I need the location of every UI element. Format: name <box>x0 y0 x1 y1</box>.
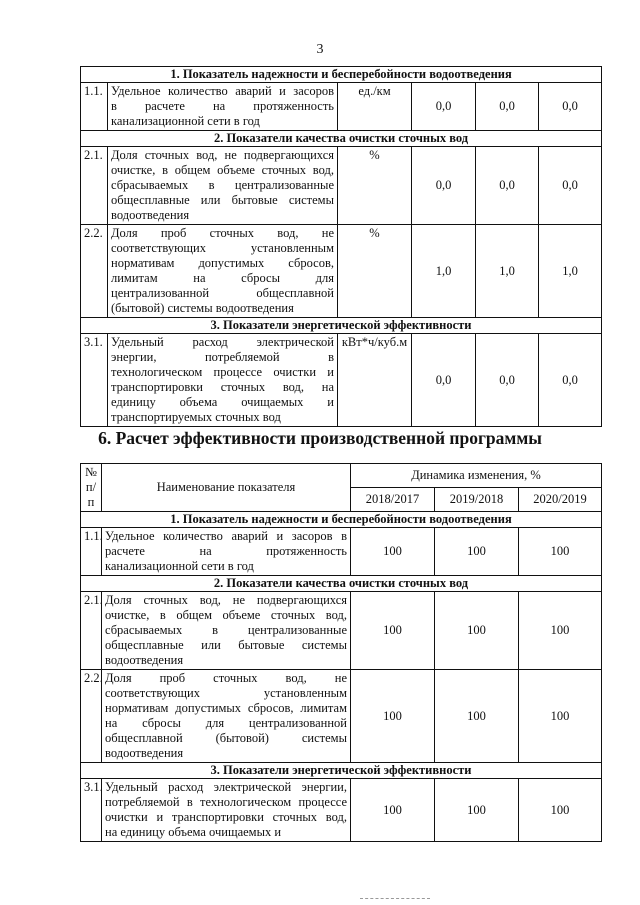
indicator-line: технологическом процессе очистки и <box>111 365 334 379</box>
section-title: 1. Показатель надежности и бесперебойности водоотведения <box>81 512 602 528</box>
indicator-line: водоотведения <box>105 653 184 667</box>
indicator-line: Доля проб сточных вод, не <box>111 226 334 240</box>
section-title: 2. Показатели качества очистки сточных вод <box>81 576 602 592</box>
section-title: 3. Показатели энергетической эффективности <box>81 318 602 334</box>
row-number: 2.2. <box>81 225 108 318</box>
row-number: 2.2. <box>81 670 102 763</box>
indicator-line: Удельное количество аварий и засоров <box>111 84 334 98</box>
indicator-line: на единицу объема очищаемых и <box>105 825 282 839</box>
indicator-line: сбрасываемых в централизованные <box>105 623 347 637</box>
value-cell: 1,0 <box>539 225 602 318</box>
header-year: 2019/2018 <box>435 488 519 512</box>
value-cell: 100 <box>351 779 435 842</box>
indicator-line: сбрасываемых в централизованные <box>111 178 334 192</box>
table-row <box>81 592 602 670</box>
row-number: 3.1. <box>81 779 102 842</box>
table-row <box>81 225 602 318</box>
indicator-line: (бытовой) системы водоотведения <box>111 301 294 315</box>
indicator-line: транспортируемых сточных вод <box>111 410 281 424</box>
section-heading: 6. Расчет эффективности производственной программы <box>98 428 542 448</box>
indicator-name <box>102 528 351 576</box>
indicator-line: на сбросы для централизованной <box>105 716 347 730</box>
value-cell: 100 <box>351 670 435 763</box>
section-row <box>81 318 602 334</box>
indicator-line: расчете на протяженность <box>105 544 347 558</box>
indicator-line: канализационной сети в год <box>105 559 254 573</box>
indicator-line: водоотведения <box>105 746 184 760</box>
indicator-line: энергии, потребляемой в <box>111 350 334 364</box>
indicator-line: Удельное количество аварий и засоров в <box>105 529 347 543</box>
value-cell: 0,0 <box>539 147 602 225</box>
indicator-line: общесплавные или бытовые системы <box>111 193 334 207</box>
indicator-line: соответствующих установленным <box>111 241 334 255</box>
indicator-line: Доля проб сточных вод, не <box>105 671 347 685</box>
page-edge-mark <box>360 898 430 900</box>
value-cell: 100 <box>519 528 602 576</box>
section-row <box>81 763 602 779</box>
indicator-line: в расчете на протяженность <box>111 99 334 113</box>
header-year: 2020/2019 <box>519 488 602 512</box>
row-number: 2.1. <box>81 147 108 225</box>
indicator-line: транспортировки сточных вод, на <box>111 380 334 394</box>
indicator-line: очистки и транспортировки сточных вод, <box>105 810 347 824</box>
value-cell: 0,0 <box>412 83 476 131</box>
section-row <box>81 576 602 592</box>
indicator-name <box>108 83 338 131</box>
section-row <box>81 67 602 83</box>
indicator-line: общесплавной (бытовой) системы <box>105 731 347 745</box>
table-row <box>81 670 602 763</box>
value-cell: 100 <box>435 670 519 763</box>
unit-cell: % <box>338 225 412 318</box>
section-row <box>81 131 602 147</box>
header-num: № п/п <box>81 464 102 512</box>
value-cell: 100 <box>435 779 519 842</box>
value-cell: 100 <box>351 528 435 576</box>
value-cell: 0,0 <box>539 334 602 427</box>
page-number: 3 <box>316 42 324 57</box>
header-dynamics: Динамика изменения, % <box>351 464 602 488</box>
indicator-line: общесплавные или бытовые системы <box>105 638 347 652</box>
value-cell: 0,0 <box>476 334 539 427</box>
indicator-name <box>108 147 338 225</box>
header-name: Наименование показателя <box>102 464 351 512</box>
section-title: 2. Показатели качества очистки сточных вод <box>81 131 602 147</box>
section-row <box>81 512 602 528</box>
value-cell: 1,0 <box>412 225 476 318</box>
indicator-name <box>102 779 351 842</box>
value-cell: 0,0 <box>539 83 602 131</box>
value-cell: 100 <box>435 592 519 670</box>
indicators-table <box>80 66 602 427</box>
indicator-line: Доля сточных вод, не подвергающихся <box>111 148 334 162</box>
unit-cell: кВт*ч/куб.м <box>338 334 412 427</box>
indicator-line: Удельный расход электрической энергии, <box>105 780 347 794</box>
indicator-name <box>102 592 351 670</box>
indicator-line: потребляемой в технологическом процессе <box>105 795 347 809</box>
value-cell: 1,0 <box>476 225 539 318</box>
indicator-line: централизованной общесплавной <box>111 286 334 300</box>
value-cell: 0,0 <box>476 83 539 131</box>
efficiency-table <box>80 463 602 842</box>
value-cell: 100 <box>519 592 602 670</box>
indicator-line: нормативам допустимых сбросов, <box>111 256 334 270</box>
table-row <box>81 147 602 225</box>
indicator-line: Доля сточных вод, не подвергающихся <box>105 593 347 607</box>
value-cell: 100 <box>435 528 519 576</box>
unit-cell: % <box>338 147 412 225</box>
section-title: 3. Показатели энергетической эффективности <box>81 763 602 779</box>
value-cell: 100 <box>351 592 435 670</box>
header-year: 2018/2017 <box>351 488 435 512</box>
indicator-line: единицу объема очищаемых и <box>111 395 334 409</box>
value-cell: 100 <box>519 670 602 763</box>
value-cell: 0,0 <box>412 147 476 225</box>
indicator-line: нормативам допустимых сбросов, лимитам <box>105 701 347 715</box>
table-row <box>81 83 602 131</box>
value-cell: 100 <box>519 779 602 842</box>
unit-cell: ед./км <box>338 83 412 131</box>
indicator-name <box>108 225 338 318</box>
value-cell: 0,0 <box>412 334 476 427</box>
indicator-name <box>102 670 351 763</box>
table-row <box>81 779 602 842</box>
indicator-line: лимитам на сбросы для <box>111 271 334 285</box>
indicator-line: Удельный расход электрической <box>111 335 334 349</box>
row-number: 2.1. <box>81 592 102 670</box>
row-number: 3.1. <box>81 334 108 427</box>
indicator-line: соответствующих установленным <box>105 686 347 700</box>
indicator-line: очистке, в общем объеме сточных вод, <box>111 163 334 177</box>
section-title: 1. Показатель надежности и бесперебойности водоотведения <box>81 67 602 83</box>
row-number: 1.1. <box>81 83 108 131</box>
indicator-name <box>108 334 338 427</box>
table-row <box>81 528 602 576</box>
table-row <box>81 334 602 427</box>
value-cell: 0,0 <box>476 147 539 225</box>
indicator-line: водоотведения <box>111 208 190 222</box>
row-number: 1.1. <box>81 528 102 576</box>
indicator-line: очистке, в общем объеме сточных вод, <box>105 608 347 622</box>
indicator-line: канализационной сети в год <box>111 114 260 128</box>
